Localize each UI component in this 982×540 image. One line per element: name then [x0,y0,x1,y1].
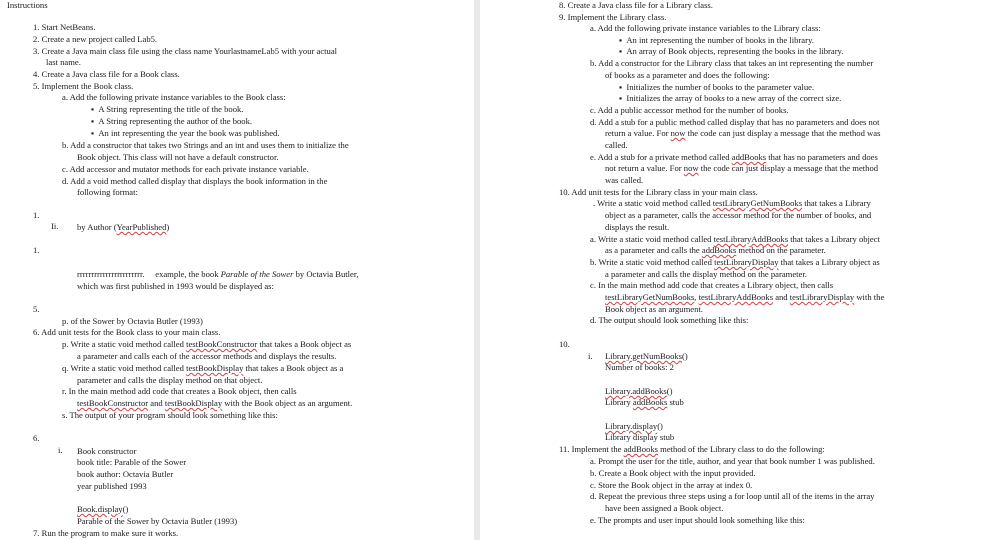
bullet-text: A String representing the author of the book. [98,116,253,126]
list-number: 5. [33,304,40,314]
bullet-text: An int representing the number of books in the library. [626,35,814,45]
list-number: i. [588,351,593,361]
step-3-line-1: 3. Create a Java main class file using the class name YourlastnameLab5 with your actual [33,46,338,56]
display-output-line: p. of the Sower by Octavia Butler (1993) [62,316,203,326]
step-7: 7. Run the program to make sure it works. [33,528,179,538]
step-10-line-3: displays the result. [605,222,670,232]
step-2: 2. Create a new project called Lab5. [33,34,158,44]
step-10-line-2: object as a parameter, calls the accessor method for the number of books, and [605,210,872,220]
step-5a: a. Add the following private instance variables to the Book class: [62,92,286,102]
sample-output-line: Book constructor [77,446,137,456]
sample-output-line: year published 1993 [77,481,147,491]
step-8: 8. Create a Java class file for a Library class. [559,0,713,10]
sample-output-line: Parable of the Sower by Octavia Butler (1993) [77,516,238,526]
example-line-1: rrrrrrrrrrrrrrrrrrrrrrr. example, the book Parable of the Sower by Octavia Butler, [77,269,359,279]
bullet-item: ▪ A String representing the author of the book. [91,116,253,126]
bullet-text: Initializes the array of books to a new array of the correct size. [626,93,842,103]
bullet-item: ▪ A String representing the title of the book. [91,104,244,114]
step-9b-line-1: b. Add a constructor for the Library class that takes an int representing the number [590,58,874,68]
step-9b-line-2: of books as a parameter and does the following: [605,70,770,80]
step-6s: s. The output of your program should look something like this: [62,410,278,420]
step-6p-line-1: p. Write a static void method called testBookConstructor that takes a Book object as [62,339,352,349]
step-10c-line-2: testLibraryGetNumBooks, testLibraryAddBooks and testLibraryDisplay with the [605,292,885,302]
step-9d-line-1: d. Add a stub for a public method called display that has no parameters and does not [590,117,880,127]
bullet-item: ▪ An int representing the year the book was published. [91,128,280,138]
step-4: 4. Create a Java class file for a Book class. [33,69,180,79]
sample-output-line: Library.display() [605,421,663,431]
step-9d-line-3: called. [605,140,628,150]
step-11c: c. Store the Book object in the array at index 0. [590,480,753,490]
step-5c: c. Add accessor and mutator methods for each private instance variable. [62,164,309,174]
step-11: 11. Implement the addBooks method of the Library class to do the following: [559,444,825,454]
step-9e-line-2: not return a value. For now the code can just display a message that the method [605,163,879,173]
step-11d-line-1: d. Repeat the previous three steps using a for loop until all of the items in the array [590,491,875,501]
step-5d-line-2: following format: [77,187,138,197]
step-9d-line-2: return a value. For now the code can just display a message that the method was [605,128,881,138]
step-11e: e. The prompts and user input should look something like this: [590,515,805,525]
sample-output-line: Library addBooks stub [605,397,684,407]
document-page-right [480,0,982,540]
step-9e-line-1: e. Add a stub for a private method called addBooks that has no parameters and does [590,152,878,162]
step-9a: a. Add the following private instance variables to the Library class: [590,23,821,33]
step-6r-line-1: r. In the main method add code that creates a Book object, then calls [62,386,297,396]
step-11b: b. Create a Book object with the input provided. [590,468,756,478]
bullet-item: ▪ An array of Book objects, representing the books in the library. [619,46,844,56]
list-number: i. [58,445,63,455]
list-number: 1. [33,245,40,255]
step-9: 9. Implement the Library class. [559,12,667,22]
sample-output-line: book title: Parable of the Sower [77,457,187,467]
step-10a-line-1: a. Write a static void method called testLibraryAddBooks that takes a Library object [590,234,880,244]
step-6r-line-2: testBookConstructor and testBookDisplay with the Book object as an argument. [77,398,353,408]
list-number: 6. [33,433,40,443]
bullet-text: A String representing the title of the book. [98,104,244,114]
document-page-left [0,0,474,540]
step-10d: d. The output should look something like this: [590,315,749,325]
step-10b-line-2: a parameter and calls the display method on the parameter. [605,269,807,279]
display-format-line: by Author (YearPublished) [77,222,170,232]
list-number: 1. [33,210,40,220]
sample-output-line: Library.getNumBooks() [605,351,688,361]
step-5b-line-1: b. Add a constructor that takes two Strings and an int and uses them to initialize the [62,140,349,150]
step-10b-line-1: b. Write a static void method called testLibraryDisplay that takes a Library object as [590,257,880,267]
bullet-text: An int representing the year the book was published. [98,128,280,138]
bullet-text: Initializes the number of books to the parameter value. [626,82,815,92]
step-10: 10. Add unit tests for the Library class in your main class. [559,187,758,197]
step-5d-line-1: d. Add a void method called display that displays the book information in the [62,176,328,186]
bullet-item: ▪ An int representing the number of books in the library. [619,35,814,45]
step-6p-line-2: a parameter and calls each of the accessor methods and displays the results. [77,351,337,361]
step-6q-line-2: parameter and calls the display method on that object. [77,375,263,385]
list-number: Ii. [51,221,59,231]
example-line-2: which was first published in 1993 would be displayed as: [77,281,274,291]
sample-output-line: book author: Octavia Butler [77,469,174,479]
step-11a: a. Prompt the user for the title, author, and year that book number 1 was published. [590,456,875,466]
step-9e-line-3: was called. [605,175,644,185]
sample-output-line: Book.display() [77,504,129,514]
step-3-line-2: last name. [46,57,81,67]
list-number: 10. [559,339,570,349]
step-10-line-1: . Write a static void method called testLibraryGetNumBooks that takes a Library [593,198,871,208]
step-1: 1. Start NetBeans. [33,22,96,32]
sample-output-line: Library display stub [605,432,675,442]
step-5: 5. Implement the Book class. [33,81,134,91]
step-5b-line-2: Book object. This class will not have a default constructor. [77,152,279,162]
sample-output-line: Number of books: 2 [605,362,674,372]
step-10c-line-1: c. In the main method add code that creates a Library object, then calls [590,280,834,290]
step-11d-line-2: have been assigned a Book object. [605,503,724,513]
bullet-text: An array of Book objects, representing the books in the library. [626,46,844,56]
bullet-item: ▪ Initializes the array of books to a new array of the correct size. [619,93,842,103]
step-9c: c. Add a public accessor method for the number of books. [590,105,789,115]
step-10c-line-3: Book object as an argument. [605,304,703,314]
step-6q-line-1: q. Write a static void method called testBookDisplay that takes a Book object as a [62,363,344,373]
bullet-item: ▪ Initializes the number of books to the parameter value. [619,82,815,92]
step-10a-line-2: as a parameter and calls the addBooks method on the parameter. [605,245,826,255]
document-heading: Instructions [7,0,48,10]
step-6: 6. Add unit tests for the Book class to your main class. [33,327,221,337]
sample-output-line: Library.addBooks() [605,386,673,396]
